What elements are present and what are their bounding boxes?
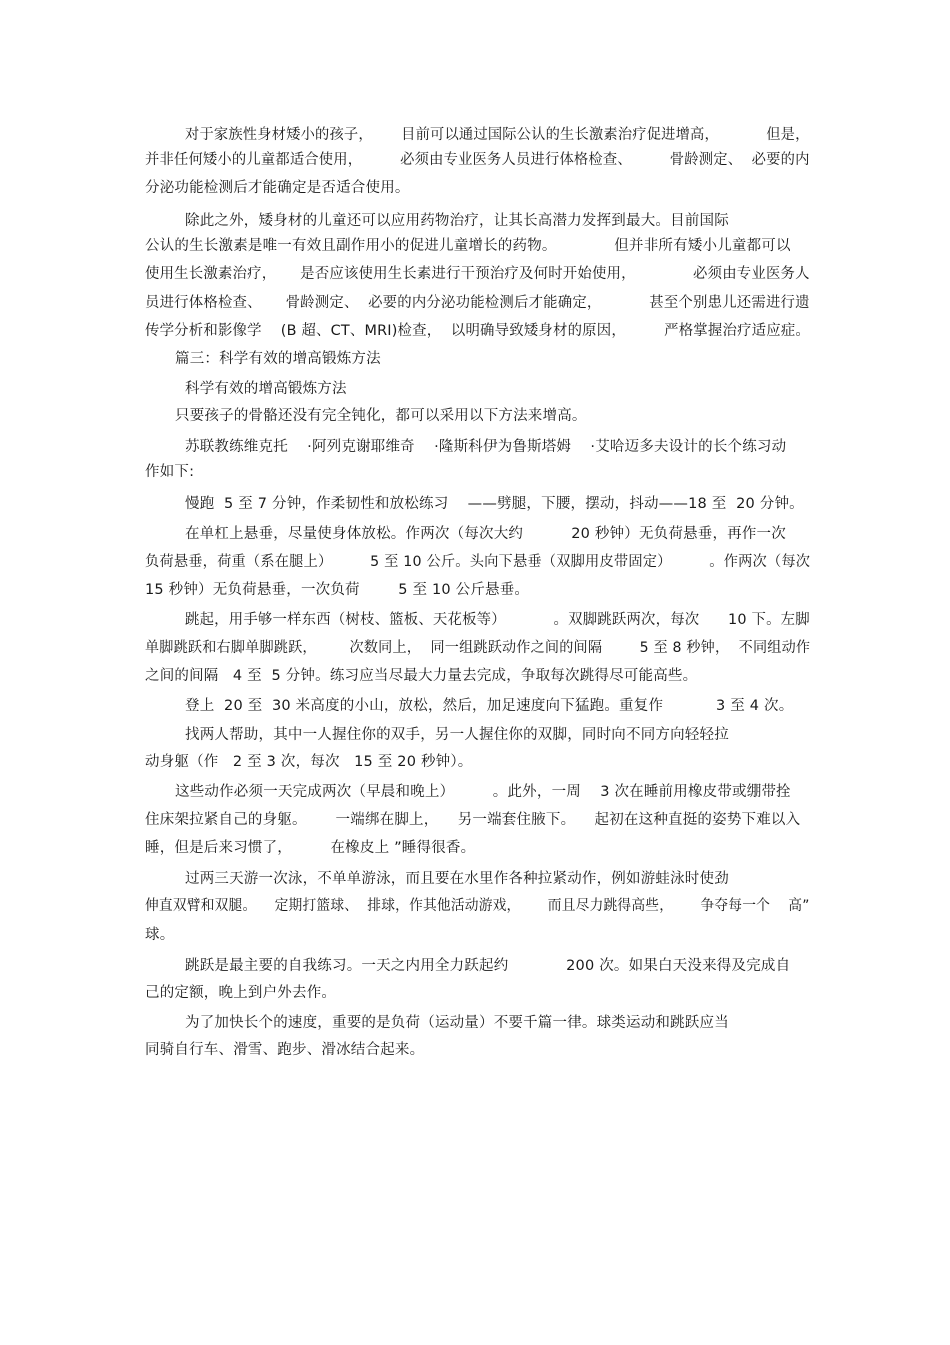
text-line: 在单杠上悬垂，尽量使身体放松。作两次（每次大约 20 秒钟）无负荷悬垂，再作一次 (185, 526, 786, 542)
text-line: 之间的间隔 4 至 5 分钟。练习应当尽最大力量去完成，争取每次跳得尽可能高些。 (145, 668, 698, 684)
text-line: 15 秒钟）无负荷悬垂，一次负荷 5 至 10 公斤悬垂。 (145, 582, 530, 598)
text-line: 跳起，用手够一样东西（树枝、篮板、天花板等） 。双脚跳跃两次，每次 10 下。左脚 (185, 612, 810, 628)
text-line: 登上 20 至 30 米高度的小山，放松，然后，加足速度向下猛跑。重复作 3 至 4 次。 (185, 698, 794, 714)
text-line: 球。 (145, 927, 175, 943)
text-line: 己的定额，晚上到户外去作。 (145, 985, 337, 1001)
text-line: 只要孩子的骨骼还没有完全钝化，都可以采用以下方法来增高。 (175, 408, 587, 424)
subsection-heading: 科学有效的增高锻炼方法 (185, 381, 347, 397)
text-line: 对于家族性身材矮小的孩子， 目前可以通过国际公认的生长激素治疗促进增高， 但是， (185, 127, 810, 143)
text-line: 同骑自行车、滑雪、跑步、滑冰结合起来。 (145, 1042, 425, 1058)
text-line: 睡，但是后来习惯了， 在橡皮上 ”睡得很香。 (145, 840, 476, 856)
text-line: 伸直双臂和双腿。 定期打篮球、 排球，作其他活动游戏， 而且尽力跳得高些， 争夺每一个 高” (145, 898, 810, 914)
text-line: 除此之外，矮身材的儿童还可以应用药物治疗，让其长高潜力发挥到最大。目前国际 (185, 213, 729, 229)
text-line: 动身躯（作 2 至 3 次，每次 15 至 20 秒钟）。 (145, 754, 473, 770)
text-line: 公认的生长激素是唯一有效且副作用小的促进儿童增长的药物。 但并非所有矮小儿童都可以 (145, 238, 791, 254)
text-line: 并非任何矮小的儿童都适合使用， 必须由专业医务人员进行体格检查、 骨龄测定、 必要的内 (145, 152, 810, 168)
text-line: 为了加快长个的速度，重要的是负荷（运动量）不要千篇一律。球类运动和跳跃应当 (185, 1015, 729, 1031)
text-line: 过两三天游一次泳，不单单游泳，而且要在水里作各种拉紧动作，例如游蛙泳时使劲 (185, 871, 729, 887)
text-line: 苏联教练维克托 ·阿列克谢耶维奇 ·隆斯科伊为鲁斯塔姆 ·艾哈迈多夫设计的长个练习动 (185, 439, 787, 455)
text-line: 传学分析和影像学 (B 超、CT、MRI)检查， 以明确导致矮身材的原因， 严格掌握治疗适应症。 (145, 323, 811, 339)
section-heading: 篇三：科学有效的增高锻炼方法 (175, 351, 381, 367)
text-line: 员进行体格检查、 骨龄测定、 必要的内分泌功能检测后才能确定， 甚至个别患儿还需进行遗 (145, 295, 810, 311)
text-line: 作如下: (145, 464, 195, 480)
text-line: 使用生长激素治疗， 是否应该使用生长素进行干预治疗及何时开始使用， 必须由专业医务人 (145, 266, 810, 282)
text-line: 住床架拉紧自己的身躯。 一端绑在脚上， 另一端套住腋下。 起初在这种直挺的姿势下难以入 (145, 812, 801, 828)
text-line: 跳跃是最主要的自我练习。一天之内用全力跃起约 200 次。如果白天没来得及完成自 (185, 958, 791, 974)
text-line: 找两人帮助，其中一人握住你的双手，另一人握住你的双脚，同时向不同方向轻轻拉 (185, 727, 729, 743)
text-line: 分泌功能检测后才能确定是否适合使用。 (145, 180, 410, 196)
text-line: 慢跑 5 至 7 分钟，作柔韧性和放松练习 ——劈腿，下腰，摆动，抖动——18 至 20 分钟。 (185, 496, 804, 512)
text-line: 这些动作必须一天完成两次（早晨和晚上） 。此外，一周 3 次在睡前用橡皮带或绷带拴 (175, 784, 791, 800)
text-line: 负荷悬垂，荷重（系在腿上） 5 至 10 公斤。头向下悬垂（双脚用皮带固定） 。作两次（每次 (145, 554, 811, 570)
text-line: 单脚跳跃和右脚单脚跳跃， 次数同上， 同一组跳跃动作之间的间隔 5 至 8 秒钟， 不同组动作 (145, 640, 811, 656)
